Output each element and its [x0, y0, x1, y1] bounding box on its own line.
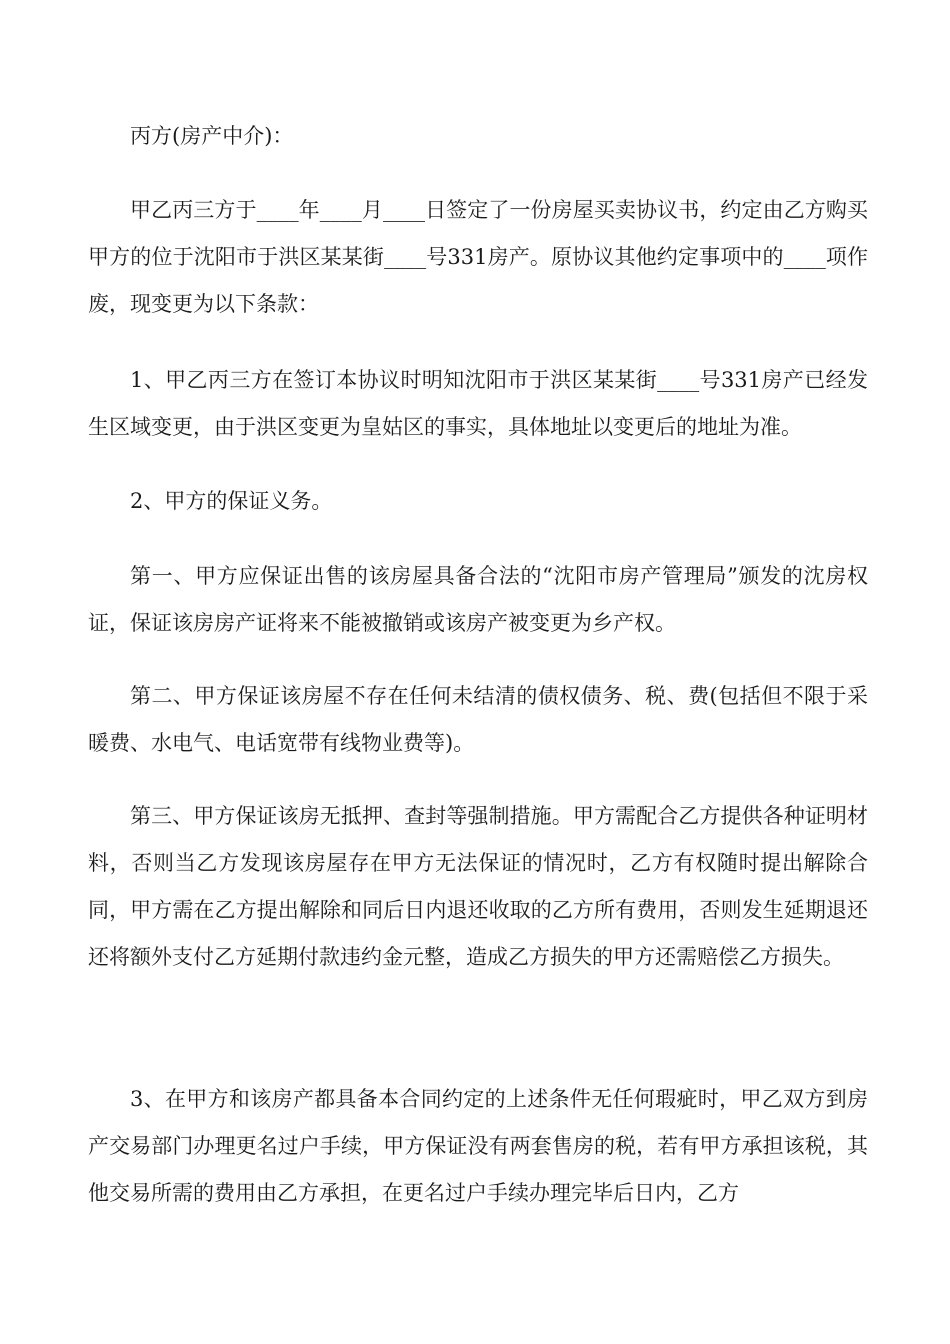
- clause-3: 3、在甲方和该房产都具备本合同约定的上述条件无任何瑕疵时，甲乙双方到房产交易部门办理更名过户手续，甲方保证没有两套售房的税，若有甲方承担该税，其他交易所需的费用由乙方承担，在更名过户手续办理完毕后日内，乙方: [88, 1087, 868, 1205]
- clause-2-item-2: 第二、甲方保证该房屋不存在任何未结清的债权债务、税、费(包括但不限于采暖费、水电气、电话宽带有线物业费等)。: [88, 684, 868, 755]
- clause-2-item-3: 第三、甲方保证该房无抵押、查封等强制措施。甲方需配合乙方提供各种证明材料，否则当乙方发现该房屋存在甲方无法保证的情况时，乙方有权随时提出解除合同，甲方需在乙方提出解除和同后日内退还收取的乙方所有费用，否则发生延期退还还将额外支付乙方延期付款违约金元整，造成乙方损失的甲方还需赔偿乙方损失。: [88, 804, 868, 969]
- clause-2-heading: 2、甲方的保证义务。: [130, 489, 333, 513]
- paragraph-intro: 甲乙丙三方于____年____月____日签定了一份房屋买卖协议书，约定由乙方购买甲方的位于沈阳市于洪区某某街____号331房产。原协议其他约定事项中的____项作废，现变更为以下条款：: [88, 198, 868, 316]
- clause-1: 1、甲乙丙三方在签订本协议时明知沈阳市于洪区某某街____号331房产已经发生区域变更，由于洪区变更为皇姑区的事实，具体地址以变更后的地址为准。: [88, 368, 868, 439]
- clause-2-item-1: 第一、甲方应保证出售的该房屋具备合法的“沈阳市房产管理局”颁发的沈房权证，保证该房房产证将来不能被撤销或该房产被变更为乡产权。: [88, 564, 868, 635]
- party-c-line: 丙方(房产中介)：: [130, 124, 294, 148]
